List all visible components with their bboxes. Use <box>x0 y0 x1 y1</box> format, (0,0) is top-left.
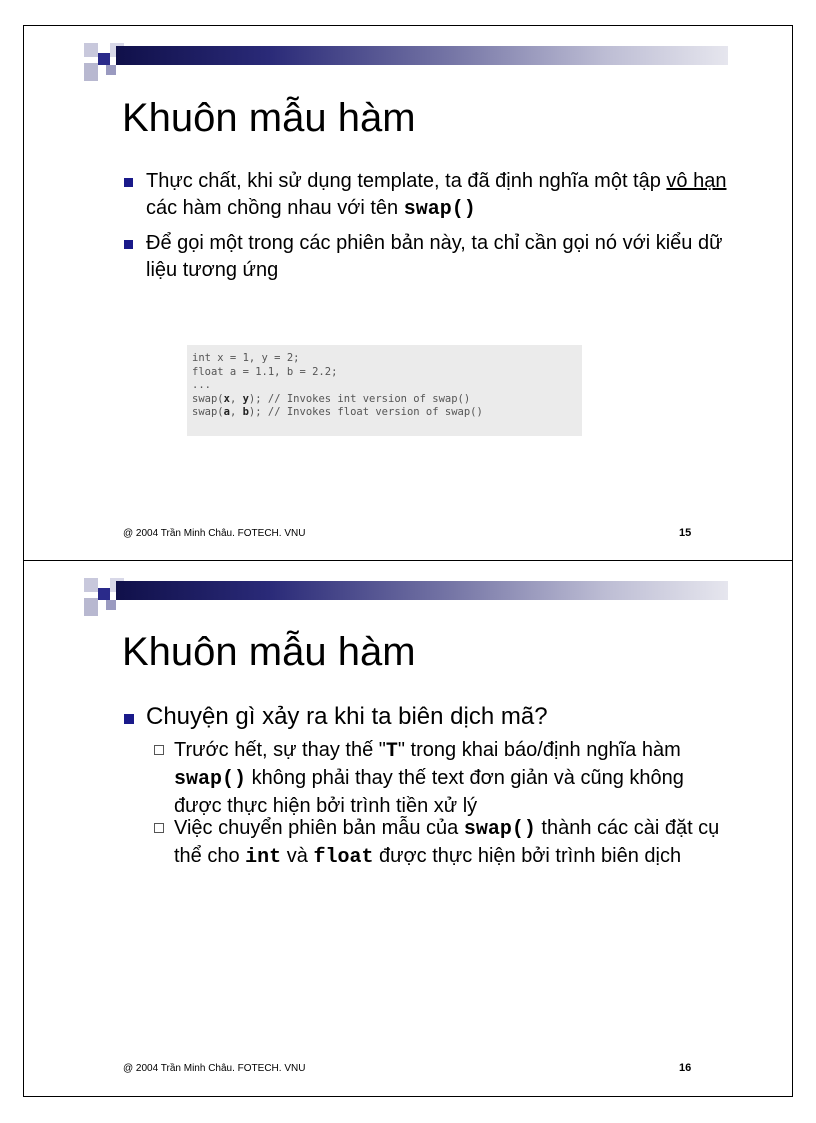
bullet-text: Chuyện gì xảy ra khi ta biên dịch mã? <box>146 703 548 730</box>
bullet-item <box>124 702 724 732</box>
sub-bullet-text: thành các cài đặt cụ thể cho <box>174 817 720 867</box>
square-bullet-icon <box>124 178 133 187</box>
sub-bullet-text: Trước hết, sự thay thế " <box>174 739 386 761</box>
bullet-item <box>124 230 724 284</box>
slide-title: Khuôn mẫu hàm <box>122 630 416 674</box>
slide-15 <box>23 25 793 561</box>
code-line: swap(x, y); // Invokes int version of swap() <box>192 392 471 405</box>
code-line: ... <box>192 379 211 391</box>
code-line: float a = 1.1, b = 2.2; <box>192 365 338 378</box>
hollow-square-bullet-icon <box>154 823 164 833</box>
bullet-text: Để gọi một trong các phiên bản này, ta chỉ cần gọi nó với kiểu dữ liệu tương ứng <box>146 232 723 281</box>
square-bullet-icon <box>124 714 134 724</box>
sub-bullet-text: được thực hiện bởi trình biên dịch <box>373 845 682 867</box>
bullet-item <box>124 168 727 222</box>
inline-code: T <box>385 740 398 763</box>
sub-bullet-item <box>154 737 734 815</box>
slide-footer: @ 2004 Trần Minh Châu. FOTECH. VNU <box>123 528 306 539</box>
underlined-text: vô hạn <box>666 170 727 192</box>
inline-code: swap() <box>403 198 476 221</box>
inline-code: swap() <box>174 768 247 791</box>
bullet-text: Thực chất, khi sử dụng template, ta đã định nghĩa một tập <box>146 170 667 192</box>
header-bar <box>116 46 728 65</box>
sub-bullet-text: và <box>281 845 314 867</box>
page-number: 15 <box>679 527 692 539</box>
page-number: 16 <box>679 1062 692 1074</box>
inline-code: int <box>245 846 282 869</box>
inline-code: float <box>313 846 374 869</box>
slide-footer: @ 2004 Trần Minh Châu. FOTECH. VNU <box>123 1063 306 1074</box>
hollow-square-bullet-icon <box>154 745 164 755</box>
square-bullet-icon <box>124 240 133 249</box>
code-block <box>187 345 582 436</box>
header-bar <box>116 581 728 600</box>
slide-title: Khuôn mẫu hàm <box>122 96 416 140</box>
inline-code: swap() <box>463 818 536 841</box>
slide-16 <box>23 560 793 1097</box>
sub-bullet-text: " trong khai báo/định nghĩa hàm <box>397 739 681 761</box>
code-line: int x = 1, y = 2; <box>192 352 300 364</box>
sub-bullet-item <box>154 815 734 893</box>
code-line: swap(a, b); // Invokes float version of swap() <box>192 406 483 418</box>
sub-bullet-text: không phải thay thế text đơn giản và cũng không được thực hiện bởi trình tiền xử lý <box>174 767 684 817</box>
sub-bullet-text: Việc chuyển phiên bản mẫu của <box>174 817 464 839</box>
bullet-text: các hàm chồng nhau với tên <box>146 197 404 219</box>
